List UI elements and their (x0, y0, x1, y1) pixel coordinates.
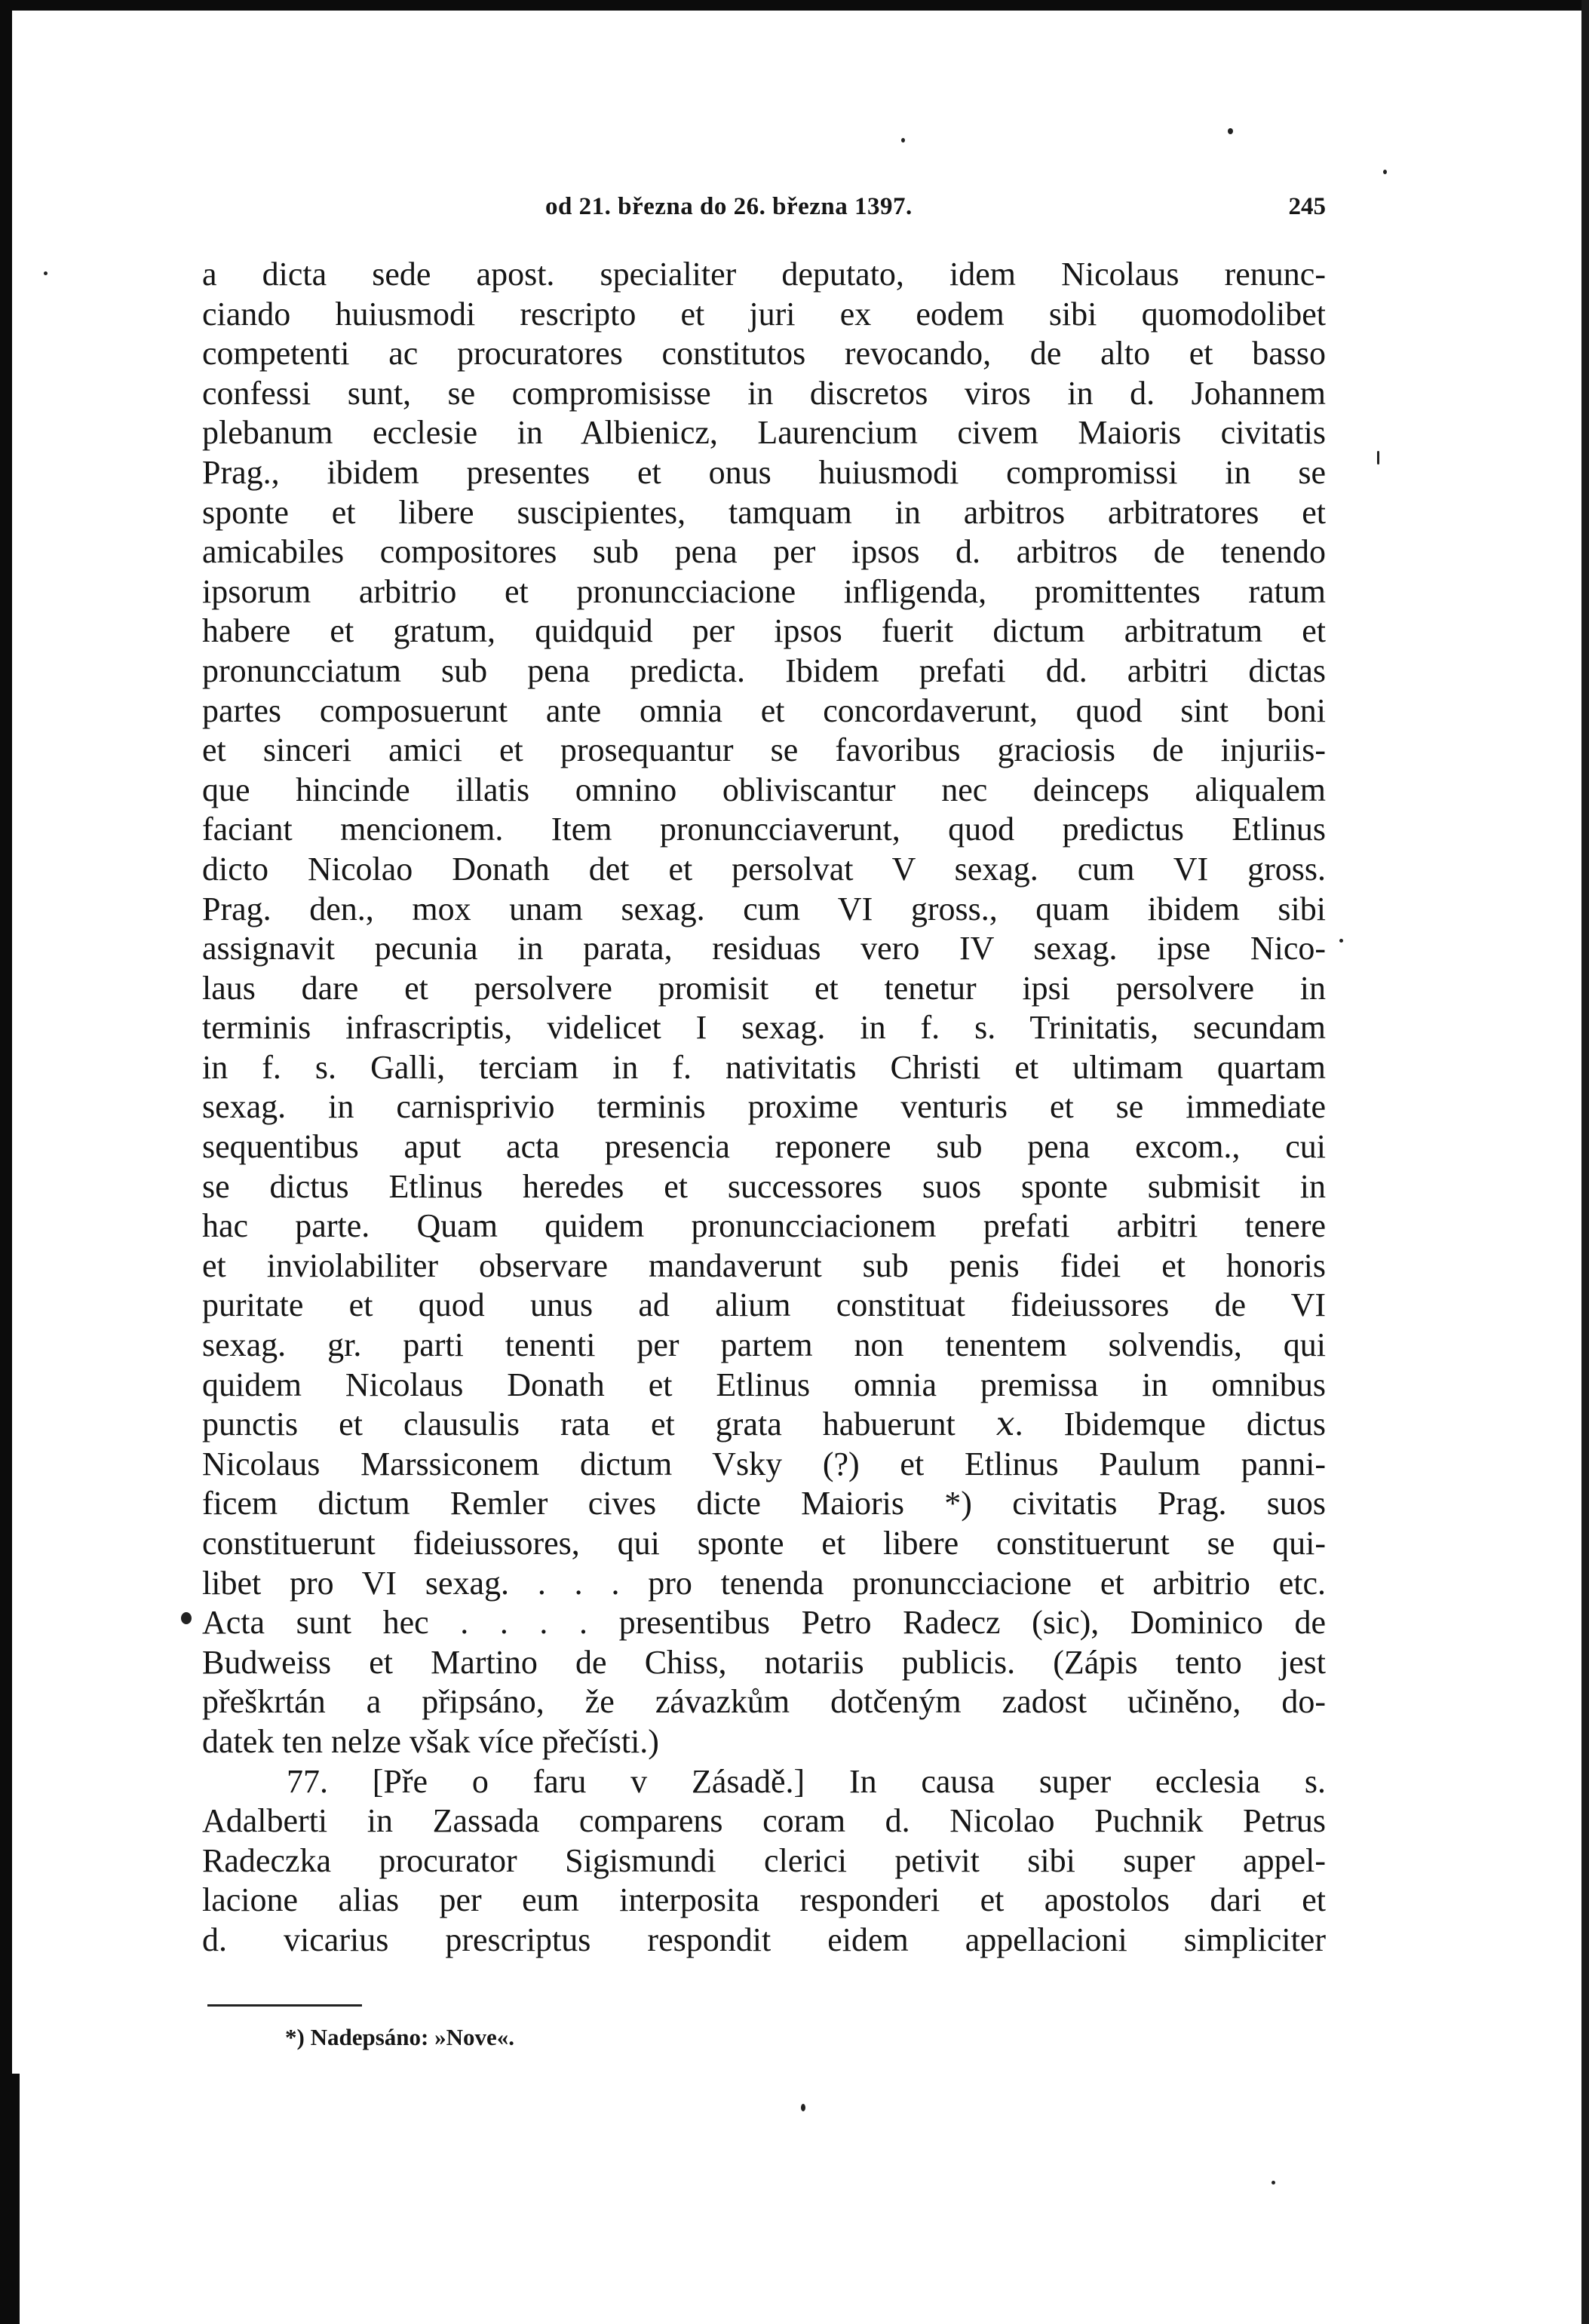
scan-speck (801, 2104, 805, 2111)
scan-speck (901, 138, 905, 143)
text-line: in f. s. Galli, terciam in f. nativitatis Christi et ultimam quartam (202, 1048, 1326, 1086)
scan-border-top (0, 0, 1589, 11)
text-line: amicabiles compositores sub pena per ipsos d. arbitros de tenendo (202, 533, 1326, 571)
text-line: quidem Nicolaus Donath et Etlinus omnia premissa in omnibus (202, 1366, 1326, 1403)
text-line: lacione alias per eum interposita responderi et apostolos dari et (202, 1881, 1326, 1919)
text-line: sexag. gr. parti tenenti per partem non tenentem solvendis, qui (202, 1326, 1326, 1364)
scan-speck (44, 271, 48, 275)
text-line: sponte et libere suscipientes, tamquam in arbitros arbitratores et (202, 493, 1326, 531)
text-line: plebanum ecclesie in Albienicz, Laurencium civem Maioris civitatis (202, 414, 1326, 452)
text-line: que hincinde illatis omnino obliviscantur nec deinceps aliqualem (202, 771, 1326, 808)
scan-border-left-notch (12, 2074, 20, 2324)
text-line: habere et gratum, quidquid per ipsos fuerit dictum arbitratum et (202, 612, 1326, 650)
running-head: od 21. března do 26. března 1397. (545, 193, 913, 220)
text-line: pronuncciatum sub pena predicta. Ibidem prefati dd. arbitri dictas (202, 652, 1326, 689)
scan-border-right (1581, 0, 1589, 2324)
text-line: se dictus Etlinus heredes et successores suos sponte submisit in (202, 1167, 1326, 1205)
text-line: ficem dictum Remler cives dicte Maioris *) civitatis Prag. suos (202, 1485, 1326, 1522)
text-line: Radeczka procurator Sigismundi clerici petivit sibi super appel- (202, 1841, 1326, 1879)
text-line: ipsorum arbitrio et pronuncciacione infligenda, promittentes ratum (202, 572, 1326, 610)
body-text (202, 255, 1326, 1961)
text-line: assignavit pecunia in parata, residuas vero IV sexag. ipse Nico- (202, 930, 1326, 967)
page-number: 245 (1288, 193, 1326, 220)
text-line: et sinceri amici et prosequantur se favoribus graciosis de injuriis- (202, 731, 1326, 769)
text-line: dicto Nicolao Donath det et persolvat V sexag. cum VI gross. (202, 850, 1326, 888)
text-line: terminis infrascriptis, videlicet I sexag. in f. s. Trinitatis, secundam (202, 1009, 1326, 1047)
text-line: Prag. den., mox unam sexag. cum VI gross., quam ibidem sibi (202, 890, 1326, 927)
text-line: Adalberti in Zassada comparens coram d. Nicolao Puchnik Petrus (202, 1802, 1326, 1840)
text-line: a dicta sede apost. specialiter deputato, idem Nicolaus renunc- (202, 256, 1326, 293)
scan-speck (1228, 128, 1233, 134)
text-line: libet pro VI sexag. . . . pro tenenda pronuncciacione et arbitrio etc. (202, 1564, 1326, 1602)
scan-speck (1339, 939, 1343, 943)
text-line: constituerunt fideiussores, qui sponte et libere constituerunt se qui- (202, 1525, 1326, 1562)
text-line: Nicolaus Marssiconem dictum Vsky (?) et Etlinus Paulum panni- (202, 1445, 1326, 1482)
scan-speck (1383, 170, 1387, 174)
text-line: datek ten nelze však více přečísti.) (202, 1722, 659, 1760)
text-line: laus dare et persolvere promisit et tenetur ipsi persolvere in (202, 969, 1326, 1007)
text-line: přeškrtán a připsáno, že závazkům dotčeným zadost učiněno, do- (202, 1683, 1326, 1721)
entry-77-heading-line: 77. [Pře o faru v Zásadě.] In causa super ecclesia s. (287, 1762, 1326, 1800)
scan-speck (1272, 2181, 1275, 2184)
text-line: et inviolabiliter observare mandaverunt sub penis fidei et honoris (202, 1246, 1326, 1284)
page-header (202, 193, 1326, 231)
text-line: Prag., ibidem presentes et onus huiusmodi compromissi in se (202, 453, 1326, 491)
text-line: confessi sunt, se compromisisse in discretos viros in d. Johannem (202, 374, 1326, 412)
footnote: *) Nadepsáno: »Nove«. (285, 2024, 514, 2050)
text-line: competenti ac procuratores constitutos revocando, de alto et basso (202, 335, 1326, 373)
text-line: hac parte. Quam quidem pronuncciacionem prefati arbitri tenere (202, 1207, 1326, 1245)
scan-speck (1377, 451, 1379, 464)
footnote-divider (207, 2004, 362, 2007)
text-line: puritate et quod unus ad alium constituat fideiussores de VI (202, 1286, 1326, 1324)
text-line: sequentibus aput acta presencia reponere sub pena excom., cui (202, 1128, 1326, 1166)
text-line: sexag. in carnisprivio terminis proxime venturis et se immediate (202, 1088, 1326, 1126)
text-line: d. vicarius prescriptus respondit eidem appellacioni simpliciter (202, 1921, 1326, 1958)
text-line: partes composuerunt ante omnia et concordaverunt, quod sint boni (202, 691, 1326, 729)
text-line: ciando huiusmodi rescripto et juri ex eodem sibi quomodolibet (202, 295, 1326, 333)
scan-border-left (0, 0, 12, 2324)
text-line: faciant mencionem. Item pronuncciaverunt, quod predictus Etlinus (202, 811, 1326, 848)
text-line: Budweiss et Martino de Chiss, notariis publicis. (Zápis tento jest (202, 1643, 1326, 1681)
text-line: Acta sunt hec . . . . presentibus Petro Radecz (sic), Dominico de (202, 1604, 1326, 1642)
scan-speck (181, 1612, 192, 1624)
text-line: punctis et clausulis rata et grata habuerunt 𝑥. Ibidemque dictus (202, 1406, 1326, 1443)
